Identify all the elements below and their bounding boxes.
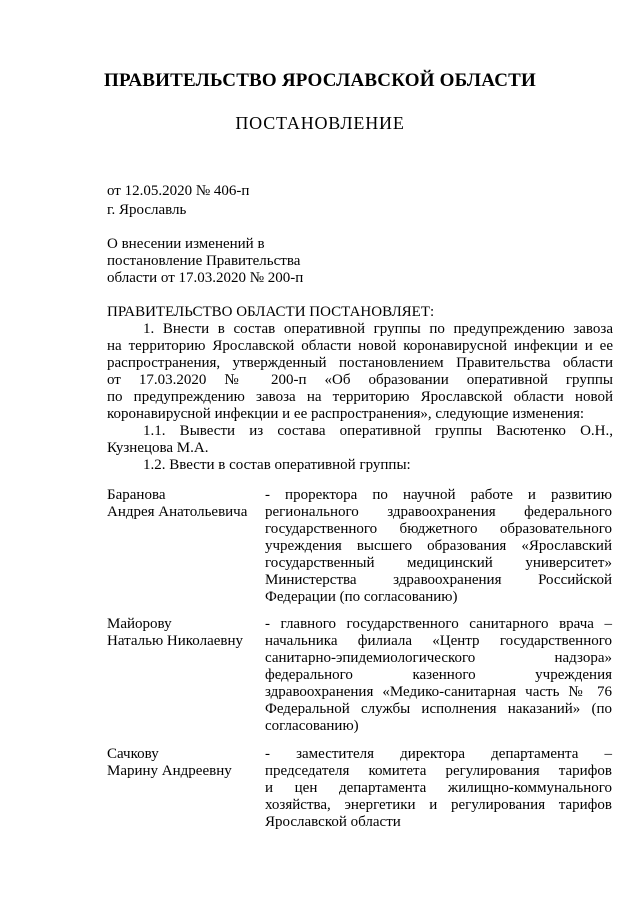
member-position <box>265 616 612 735</box>
paragraph-line: по предупреждению завоза на территорию Ярославской области новой <box>107 389 613 405</box>
paragraph-line: коронавирусной инфекции и ее распространения», следующие изменения: <box>107 406 585 422</box>
member-name <box>107 746 267 780</box>
position-line: регионального здравоохранения федерального <box>265 504 612 520</box>
paragraph-line: от 17.03.2020 № 200-п «Об образовании оперативной группы <box>107 372 613 388</box>
position-line: государственный медицинский университет» <box>265 555 612 571</box>
position-line: Министерства здравоохранения Российской <box>265 572 612 588</box>
member-surname: Майорову <box>107 616 172 632</box>
subject-line: постановление Правительства <box>107 253 301 269</box>
government-title: ПРАВИТЕЛЬСТВО ЯРОСЛАВСКОЙ ОБЛАСТИ <box>104 70 536 91</box>
position-line: - проректора по научной работе и развитию <box>265 487 612 503</box>
paragraph-line: 1.1. Вывести из состава оперативной группы Васютенко О.Н., <box>143 423 613 439</box>
paragraph-line: Кузнецова М.А. <box>107 440 209 456</box>
position-line: Федеральной службы исполнения наказаний» (по <box>265 701 612 717</box>
paragraph-1 <box>107 321 613 423</box>
position-line: начальника филиала «Центр государственного <box>265 633 612 649</box>
member-name <box>107 487 267 521</box>
position-line: - заместителя директора департамента – <box>265 746 612 762</box>
member-name <box>107 616 267 650</box>
subject-line: области от 17.03.2020 № 200-п <box>107 270 304 286</box>
paragraph-line: на территорию Ярославской области новой коронавирусной инфекции и ее <box>107 338 613 354</box>
member-given-name: Наталью Николаевну <box>107 633 244 649</box>
member-given-name: Андрея Анатольевича <box>107 504 248 520</box>
subject-line: О внесении изменений в <box>107 236 265 252</box>
position-line: федерального казенного учреждения <box>265 667 612 683</box>
member-position <box>265 746 612 831</box>
position-line: Федерации (по согласованию) <box>265 589 458 605</box>
position-line: здравоохранения «Медико-санитарная часть № 76 <box>265 684 612 700</box>
document-type: ПОСТАНОВЛЕНИЕ <box>235 113 405 133</box>
paragraph-line: распространения, утвержденный постановлением Правительства области <box>107 355 613 371</box>
position-line: и цен департамента жилищно-коммунального <box>265 780 612 796</box>
document-date-number: от 12.05.2020 № 406-п <box>107 183 250 199</box>
paragraph-1-2: 1.2. Ввести в состав оперативной группы: <box>143 457 411 473</box>
position-line: согласованию) <box>265 718 359 734</box>
position-line: председателя комитета регулирования тарифов <box>265 763 612 779</box>
position-line: - главного государственного санитарного врача – <box>265 616 612 632</box>
member-position <box>265 487 612 606</box>
document-city: г. Ярославль <box>107 202 187 218</box>
position-line: учреждения высшего образования «Ярославский <box>265 538 612 554</box>
position-line: государственного бюджетного образовательного <box>265 521 612 537</box>
document-subject <box>107 236 303 287</box>
position-line: хозяйства, энергетики и регулирования тарифов <box>265 797 612 813</box>
position-line: санитарно-эпидемиологического надзора» <box>265 650 612 666</box>
position-line: Ярославской области <box>265 814 401 830</box>
member-surname: Сачкову <box>107 746 159 762</box>
member-given-name: Марину Андреевну <box>107 763 232 779</box>
member-surname: Баранова <box>107 487 166 503</box>
paragraph-line: 1. Внести в состав оперативной группы по предупреждению завоза <box>143 321 613 337</box>
decree-heading: ПРАВИТЕЛЬСТВО ОБЛАСТИ ПОСТАНОВЛЯЕТ: <box>107 304 435 320</box>
paragraph-1-1 <box>107 423 613 457</box>
